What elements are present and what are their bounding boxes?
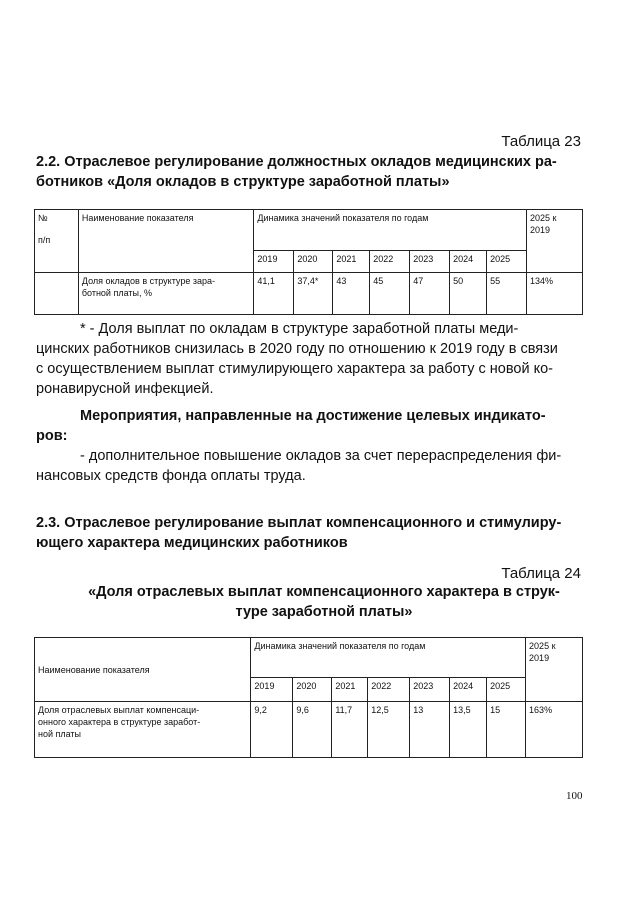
item-line: нансовых средств фонда оплаты труда.	[36, 468, 306, 484]
table-header-row	[35, 638, 583, 678]
row-name-text: Доля окладов в структуре зара-	[81, 276, 215, 286]
heading-line: ботников «Доля окладов в структуре заработной платы»	[36, 174, 450, 190]
header-text: 2025 к	[530, 213, 557, 223]
year-cell: 2024	[450, 251, 487, 273]
year-cell: 2020	[294, 251, 333, 273]
footnote-line: с осуществлением выплат стимулирующего характера за работу с новой ко-	[36, 361, 553, 377]
value-cell: 43	[333, 273, 370, 315]
section-2-2-heading	[36, 152, 584, 192]
header-text: 2019	[530, 225, 551, 235]
value-cell: 9,6	[293, 702, 332, 758]
table-header-row	[35, 210, 583, 251]
header-text: №	[38, 213, 48, 223]
header-text: п/п	[38, 235, 51, 245]
footnote-line: * - Доля выплат по окладам в структуре заработной платы меди-	[80, 321, 519, 337]
heading-line: ющего характера медицинских работников	[36, 535, 348, 551]
value-cell: 11,7	[332, 702, 368, 758]
value-cell: 45	[370, 273, 410, 315]
heading-line: 2.2. Отраслевое регулирование должностных окладов медицинских ра-	[36, 154, 557, 170]
ratio-cell: 134%	[527, 273, 583, 315]
year-cell: 2020	[293, 678, 332, 702]
title-line: туре заработной платы»	[235, 604, 413, 620]
year-cell: 2019	[251, 678, 293, 702]
col-header-dynamics: Динамика значений показателя по годам	[251, 638, 526, 678]
table-24	[34, 637, 583, 758]
value-cell: 13	[410, 702, 450, 758]
row-name-text: Доля отраслевых выплат компенсаци-	[38, 705, 200, 715]
col-header-number	[35, 210, 79, 273]
col-header-ratio	[526, 638, 583, 702]
row-name-cell	[35, 702, 251, 758]
header-text: 2019	[529, 653, 550, 663]
heading-line: 2.3. Отраслевое регулирование выплат компенсационного и стимулиру-	[36, 515, 562, 531]
section-2-3-heading	[36, 513, 584, 553]
row-name-cell	[78, 273, 254, 315]
value-cell: 37,4*	[294, 273, 333, 315]
year-cell: 2024	[450, 678, 487, 702]
heading-line: Мероприятия, направленные на достижение целевых индикато-	[80, 408, 546, 424]
footnote-line: цинских работников снизилась в 2020 году по отношению к 2019 году в связи	[36, 341, 558, 357]
year-cell: 2023	[410, 678, 450, 702]
value-cell: 50	[450, 273, 487, 315]
footnote-paragraph	[36, 319, 582, 399]
col-header-dynamics: Динамика значений показателя по годам	[254, 210, 527, 251]
page-number: 100	[566, 790, 583, 802]
row-name-text: ботной платы, %	[81, 288, 152, 298]
value-cell: 15	[487, 702, 526, 758]
year-cell: 2025	[487, 678, 526, 702]
value-cell: 47	[410, 273, 450, 315]
measures-item	[36, 446, 582, 486]
year-cell: 2022	[370, 251, 410, 273]
table-23	[34, 209, 583, 315]
year-cell: 2025	[487, 251, 527, 273]
item-line: - дополнительное повышение окладов за счет перераспределения фи-	[80, 448, 562, 464]
value-cell: 12,5	[368, 702, 410, 758]
heading-line: ров:	[36, 428, 68, 444]
table-23-label: Таблица 23	[501, 133, 581, 150]
footnote-line: ронавирусной инфекцией.	[36, 381, 214, 397]
measures-heading	[36, 406, 582, 446]
col-header-ratio	[527, 210, 583, 273]
year-cell: 2022	[368, 678, 410, 702]
year-cell: 2021	[333, 251, 370, 273]
table-row	[35, 702, 583, 758]
value-cell: 13,5	[450, 702, 487, 758]
header-text: 2025 к	[529, 641, 556, 651]
table-row	[35, 273, 583, 315]
year-cell: 2021	[332, 678, 368, 702]
col-header-name: Наименование показателя	[35, 638, 251, 702]
row-name-text: онного характера в структуре заработ-	[38, 717, 201, 727]
title-line: «Доля отраслевых выплат компенсационного характера в струк-	[88, 584, 560, 600]
value-cell: 55	[487, 273, 527, 315]
row-name-text: ной платы	[38, 729, 82, 739]
year-cell: 2019	[254, 251, 294, 273]
row-number-cell	[35, 273, 79, 315]
ratio-cell: 163%	[526, 702, 583, 758]
table-24-label: Таблица 24	[501, 565, 581, 582]
value-cell: 9,2	[251, 702, 293, 758]
table-24-title	[36, 582, 612, 622]
year-cell: 2023	[410, 251, 450, 273]
col-header-name: Наименование показателя	[78, 210, 254, 273]
value-cell: 41,1	[254, 273, 294, 315]
